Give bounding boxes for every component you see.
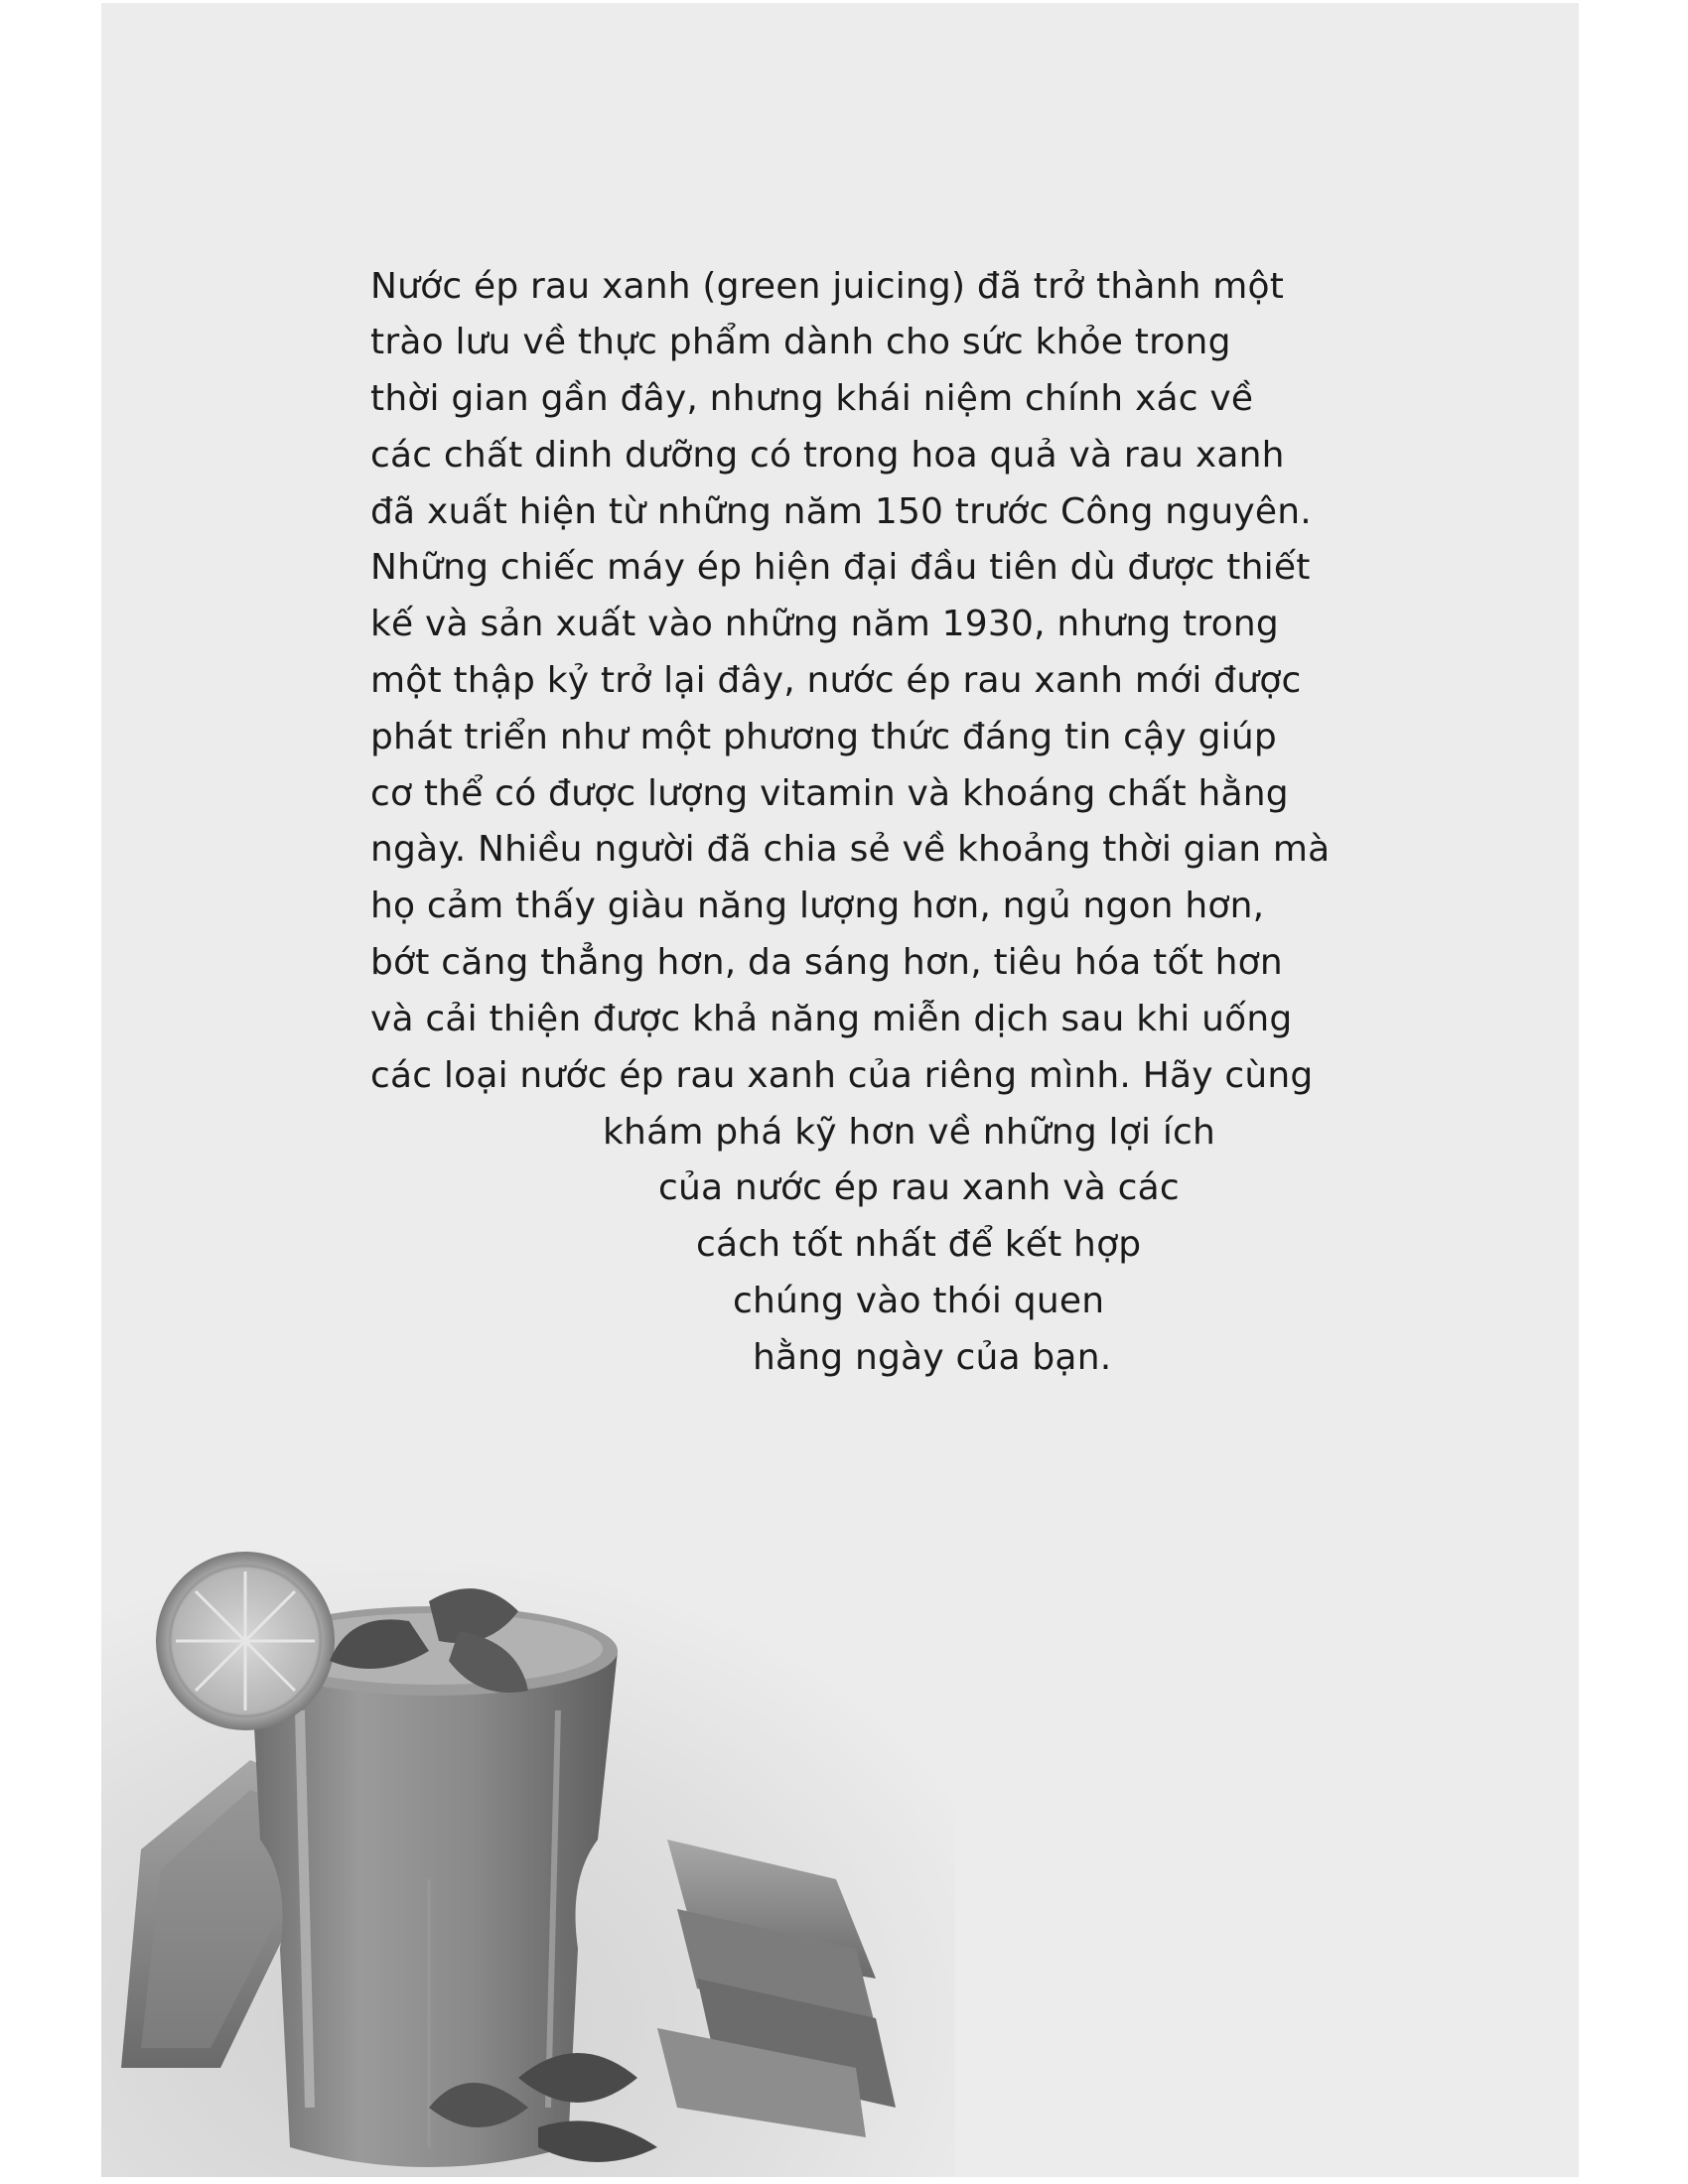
paragraph-line: đã xuất hiện từ những năm 150 trước Công nguyên. xyxy=(370,491,1312,532)
paragraph-line: Nước ép rau xanh (green juicing) đã trở thành một xyxy=(370,266,1285,307)
paragraph-line: cách tốt nhất để kết hợp xyxy=(696,1224,1142,1265)
paragraph-line: thời gian gần đây, nhưng khái niệm chính xác về xyxy=(370,378,1254,419)
paragraph-line: cơ thể có được lượng vitamin và khoáng chất hằng xyxy=(370,773,1289,814)
paragraph-line: và cải thiện được khả năng miễn dịch sau khi uống xyxy=(370,999,1293,1039)
paragraph-line: họ cảm thấy giàu năng lượng hơn, ngủ ngon hơn, xyxy=(370,886,1265,926)
paragraph-line: phát triển như một phương thức đáng tin cậy giúp xyxy=(370,717,1277,757)
paragraph-line: hằng ngày của bạn. xyxy=(753,1337,1112,1378)
paragraph-line: của nước ép rau xanh và các xyxy=(658,1167,1180,1208)
paragraph-line: trào lưu về thực phẩm dành cho sức khỏe trong xyxy=(370,322,1231,362)
page xyxy=(101,3,1579,2177)
paragraph-line: một thập kỷ trở lại đây, nước ép rau xanh mới được xyxy=(370,660,1302,701)
paragraph-line: chúng vào thói quen xyxy=(733,1281,1105,1321)
body-text xyxy=(101,3,1579,2177)
paragraph-line: các chất dinh dưỡng có trong hoa quả và rau xanh xyxy=(370,435,1285,476)
paragraph-line: ngày. Nhiều người đã chia sẻ về khoảng thời gian mà xyxy=(370,829,1331,870)
paragraph-line: Những chiếc máy ép hiện đại đầu tiên dù được thiết xyxy=(370,547,1311,588)
paragraph-line: bớt căng thẳng hơn, da sáng hơn, tiêu hóa tốt hơn xyxy=(370,942,1283,983)
paragraph-line: khám phá kỹ hơn về những lợi ích xyxy=(603,1112,1216,1153)
paragraph-line: các loại nước ép rau xanh của riêng mình. Hãy cùng xyxy=(370,1055,1314,1096)
paragraph-line: kế và sản xuất vào những năm 1930, nhưng trong xyxy=(370,604,1279,644)
